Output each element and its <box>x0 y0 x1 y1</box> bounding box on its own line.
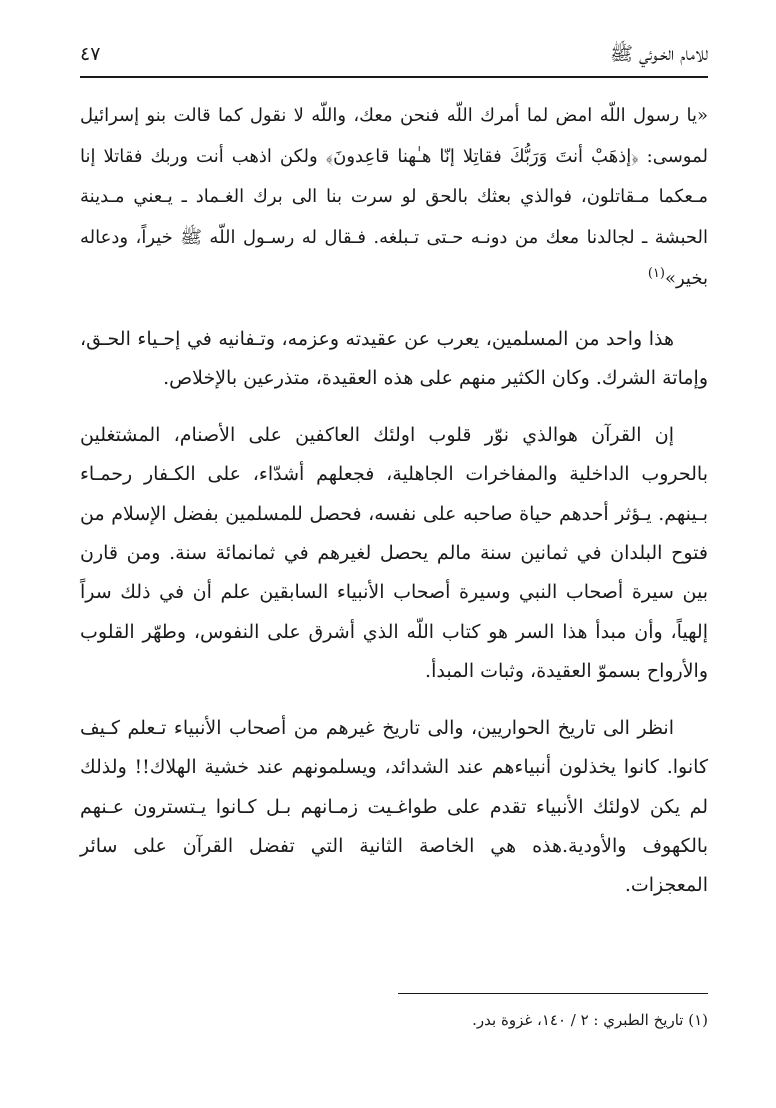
quote-paragraph <box>80 96 708 300</box>
page-body <box>80 96 708 924</box>
footnote-rule <box>398 993 708 994</box>
page-header <box>80 34 708 74</box>
running-title: للامام الخـوئي ﷺ <box>610 43 708 65</box>
paragraph-3: انظر الى تاريخ الحواريين، والى تاريخ غيرهم من أصحاب الأنبياء تـعلم كـيف كانوا. كانوا يخذلون أنبياءهم عند الشدائد، ويسلمونهم عند خشية الهلاك!! ولذلك لم يكن لاولئك الأنبياء تقدم على طواغـيت زمـانهم بـل كـانوا يـتسترون عـنهم بالكهوف والأودية.هذه هي الخاصة الثانية التي تفضل القرآن على سائر المعجزات. <box>80 717 708 897</box>
footnote: (١) تاريخ الطبري : ٢ / ١٤٠، غزوة بدر. <box>472 1011 708 1029</box>
header-rule <box>80 76 708 78</box>
quote-text: «يا رسول اللّه امض لما أمرك اللّه فنحن معك، واللّه لا نقول كما قالت بنو إسرائيل لموسى: ﴿إذهَبْ أنتَ وَرَبُّكَ فقاتِلا إنّا هـٰهنا قاعِدونَ﴾ ولكن اذهب أنت وربك فقاتلا إنا مـعكما مـقاتلون، فوالذي بعثك بالحق لو سرت بنا الى برك الغـماد ـ يـعني مـدينة الحبشة ـ لجالدنا معك من دونـه حـتى تـبلغه. فـقال له رسـول اللّه ﷺ خيراً، ودعاله بخير» <box>80 105 708 289</box>
paragraph-2: إن القرآن هوالذي نوّر قلوب اولئك العاكفين على الأصنام، المشتغلين بالحروب الداخلية والمفاخرات الجاهلية، فجعلهم أشدّاء، على الكـفار رحمـاء بـينهم. يـؤثر أحدهم حياة صاحبه على نفسه، فحصل للمسلمين بفضل الإسلام من فتوح البلدان في ثمانين سنة مالم يحصل لغيرهم في ثمانمائة سنة. ومن قارن بين سيرة أصحاب النبي وسيرة أصحاب الأنبياء السابقين علم أن في ذلك سراً إلهياً، وأن مبدأ هذا السر هو كتاب اللّه الذي أشرق على النفوس، وطهّر القلوب والأرواح بسموّ العقيدة، وثبات المبدأ. <box>80 424 709 682</box>
paragraph-1: هذا واحد من المسلمين، يعرب عن عقيدته وعزمه، وتـفانيه في إحـياء الحـق، وإماتة الشرك. وكان الكثير منهم على هذه العقيدة، متذرعين بالإخلاص. <box>80 327 708 389</box>
footnote-marker: (١) <box>647 265 665 281</box>
page-number: ٤٧ <box>80 43 101 65</box>
